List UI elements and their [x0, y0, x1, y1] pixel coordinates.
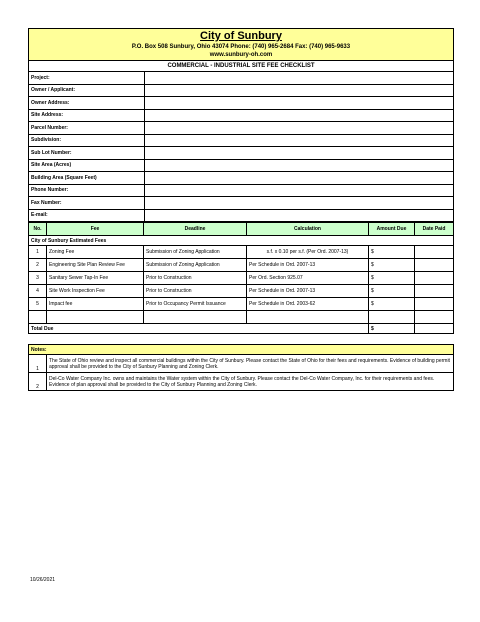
fee-no: 2 [29, 259, 47, 272]
info-label: Sub Lot Number: [29, 147, 145, 160]
fee-amount-due[interactable]: $ [369, 246, 415, 259]
contact-line: P.O. Box 508 Sunbury, Ohio 43074 Phone: (740) 965-2684 Fax: (740) 965-9633 [131, 44, 351, 50]
fee-row [29, 285, 454, 298]
col-deadline: Deadline [144, 223, 247, 236]
info-row [29, 72, 454, 85]
fee-calculation: s.f. x 0.10 per s.f. (Per Ord. 2007-13) [247, 246, 369, 259]
notes-label: Notes: [29, 345, 454, 355]
col-no: No. [29, 223, 47, 236]
info-value-field[interactable] [145, 97, 454, 110]
fee-calculation: Per Ord. Section 925.07 [247, 272, 369, 285]
fee-calculation: Per Schedule in Ord. 2003-62 [247, 298, 369, 311]
notes-table [28, 344, 454, 391]
col-amount-due: Amount Due [369, 223, 415, 236]
info-label: Owner / Applicant: [29, 84, 145, 97]
info-label: Phone Number: [29, 184, 145, 197]
fee-section-label: City of Sunbury Estimated Fees [29, 236, 454, 246]
fee-date-paid[interactable] [415, 285, 454, 298]
fee-date-paid[interactable] [415, 259, 454, 272]
total-amount[interactable]: $ [369, 324, 415, 334]
info-row [29, 84, 454, 97]
info-label: Subdivision: [29, 134, 145, 147]
note-row [29, 373, 454, 391]
fee-name: Sanitary Sewer Tap-In Fee [47, 272, 144, 285]
footer-date: 10/26/2021 [30, 577, 56, 583]
fee-name: Impact fee [47, 298, 144, 311]
city-title: City of Sunbury [200, 30, 282, 42]
info-value-field[interactable] [145, 122, 454, 135]
fee-row [29, 246, 454, 259]
info-label: Fax Number: [29, 197, 145, 210]
fee-deadline: Prior to Occupancy Permit Issuance [144, 298, 247, 311]
fee-date-paid[interactable] [415, 246, 454, 259]
fee-table-header [29, 223, 454, 236]
info-value-field[interactable] [145, 134, 454, 147]
total-row [29, 324, 454, 334]
fee-no: 4 [29, 285, 47, 298]
fee-amount-due[interactable]: $ [369, 272, 415, 285]
fee-row [29, 272, 454, 285]
info-value-field[interactable] [145, 159, 454, 172]
info-table [28, 28, 454, 222]
info-row [29, 184, 454, 197]
info-value-field[interactable] [145, 209, 454, 222]
fee-date-paid[interactable] [415, 272, 454, 285]
fee-table [28, 222, 454, 334]
info-row [29, 134, 454, 147]
fee-no: 5 [29, 298, 47, 311]
info-value-field[interactable] [145, 109, 454, 122]
fee-name: Zoning Fee [47, 246, 144, 259]
fee-deadline: Submission of Zoning Application [144, 246, 247, 259]
fee-calculation: Per Schedule in Ord. 2007-13 [247, 259, 369, 272]
info-row [29, 172, 454, 185]
info-label: Site Address: [29, 109, 145, 122]
fee-amount-due[interactable]: $ [369, 298, 415, 311]
letterhead [29, 29, 454, 61]
note-no: 2 [29, 373, 47, 391]
info-row [29, 109, 454, 122]
note-text: Del-Co Water Company Inc. owns and maintains the Water system within the City of Sunbury. Please contact the Del-Co Water Company, Inc. for their requirements and fees. Evidence of plan approval shall be provided to the City of Sunbury Planning and Zoning Clerk. [47, 373, 454, 391]
info-label: E-mail: [29, 209, 145, 222]
total-label: Total Due [29, 324, 369, 334]
info-label: Project: [29, 72, 145, 85]
fee-deadline: Prior to Construction [144, 272, 247, 285]
fee-amount-due[interactable]: $ [369, 259, 415, 272]
fee-deadline: Prior to Construction [144, 285, 247, 298]
info-row [29, 97, 454, 110]
website-link[interactable]: www.sunbury-oh.com [209, 52, 273, 58]
fee-row [29, 259, 454, 272]
info-row [29, 147, 454, 160]
blank-fee-row [29, 311, 454, 324]
info-value-field[interactable] [145, 84, 454, 97]
fee-amount-due[interactable]: $ [369, 285, 415, 298]
fee-no: 3 [29, 272, 47, 285]
col-fee: Fee [47, 223, 144, 236]
info-value-field[interactable] [145, 197, 454, 210]
fee-no: 1 [29, 246, 47, 259]
note-row [29, 355, 454, 373]
fee-row [29, 298, 454, 311]
info-row [29, 159, 454, 172]
col-calculation: Calculation [247, 223, 369, 236]
info-value-field[interactable] [145, 72, 454, 85]
info-value-field[interactable] [145, 184, 454, 197]
fee-date-paid[interactable] [415, 298, 454, 311]
fee-name: Site Work Inspection Fee [47, 285, 144, 298]
info-row [29, 197, 454, 210]
fee-name: Engineering Site Plan Review Fee [47, 259, 144, 272]
info-value-field[interactable] [145, 172, 454, 185]
info-label: Site Area (Acres) [29, 159, 145, 172]
total-date-paid[interactable] [415, 324, 454, 334]
info-row [29, 122, 454, 135]
info-row [29, 209, 454, 222]
note-no: 1 [29, 355, 47, 373]
info-value-field[interactable] [145, 147, 454, 160]
note-text: The State of Ohio review and inspect all commercial buildings within the City of Sunbury. Please contact the State of Ohio for their fees and requirements. Evidence of building permit approval shall be provided to the City of Sunbury Planning and Zoning Clerk. [47, 355, 454, 373]
checklist-title: COMMERCIAL - INDUSTRIAL SITE FEE CHECKLIST [29, 61, 454, 72]
fee-deadline: Submission of Zoning Application [144, 259, 247, 272]
col-date-paid: Date Paid [415, 223, 454, 236]
fee-checklist-sheet [28, 28, 453, 391]
info-label: Owner Address: [29, 97, 145, 110]
info-label: Building Area (Square Feet) [29, 172, 145, 185]
info-label: Parcel Number: [29, 122, 145, 135]
fee-calculation: Per Schedule in Ord. 2007-13 [247, 285, 369, 298]
